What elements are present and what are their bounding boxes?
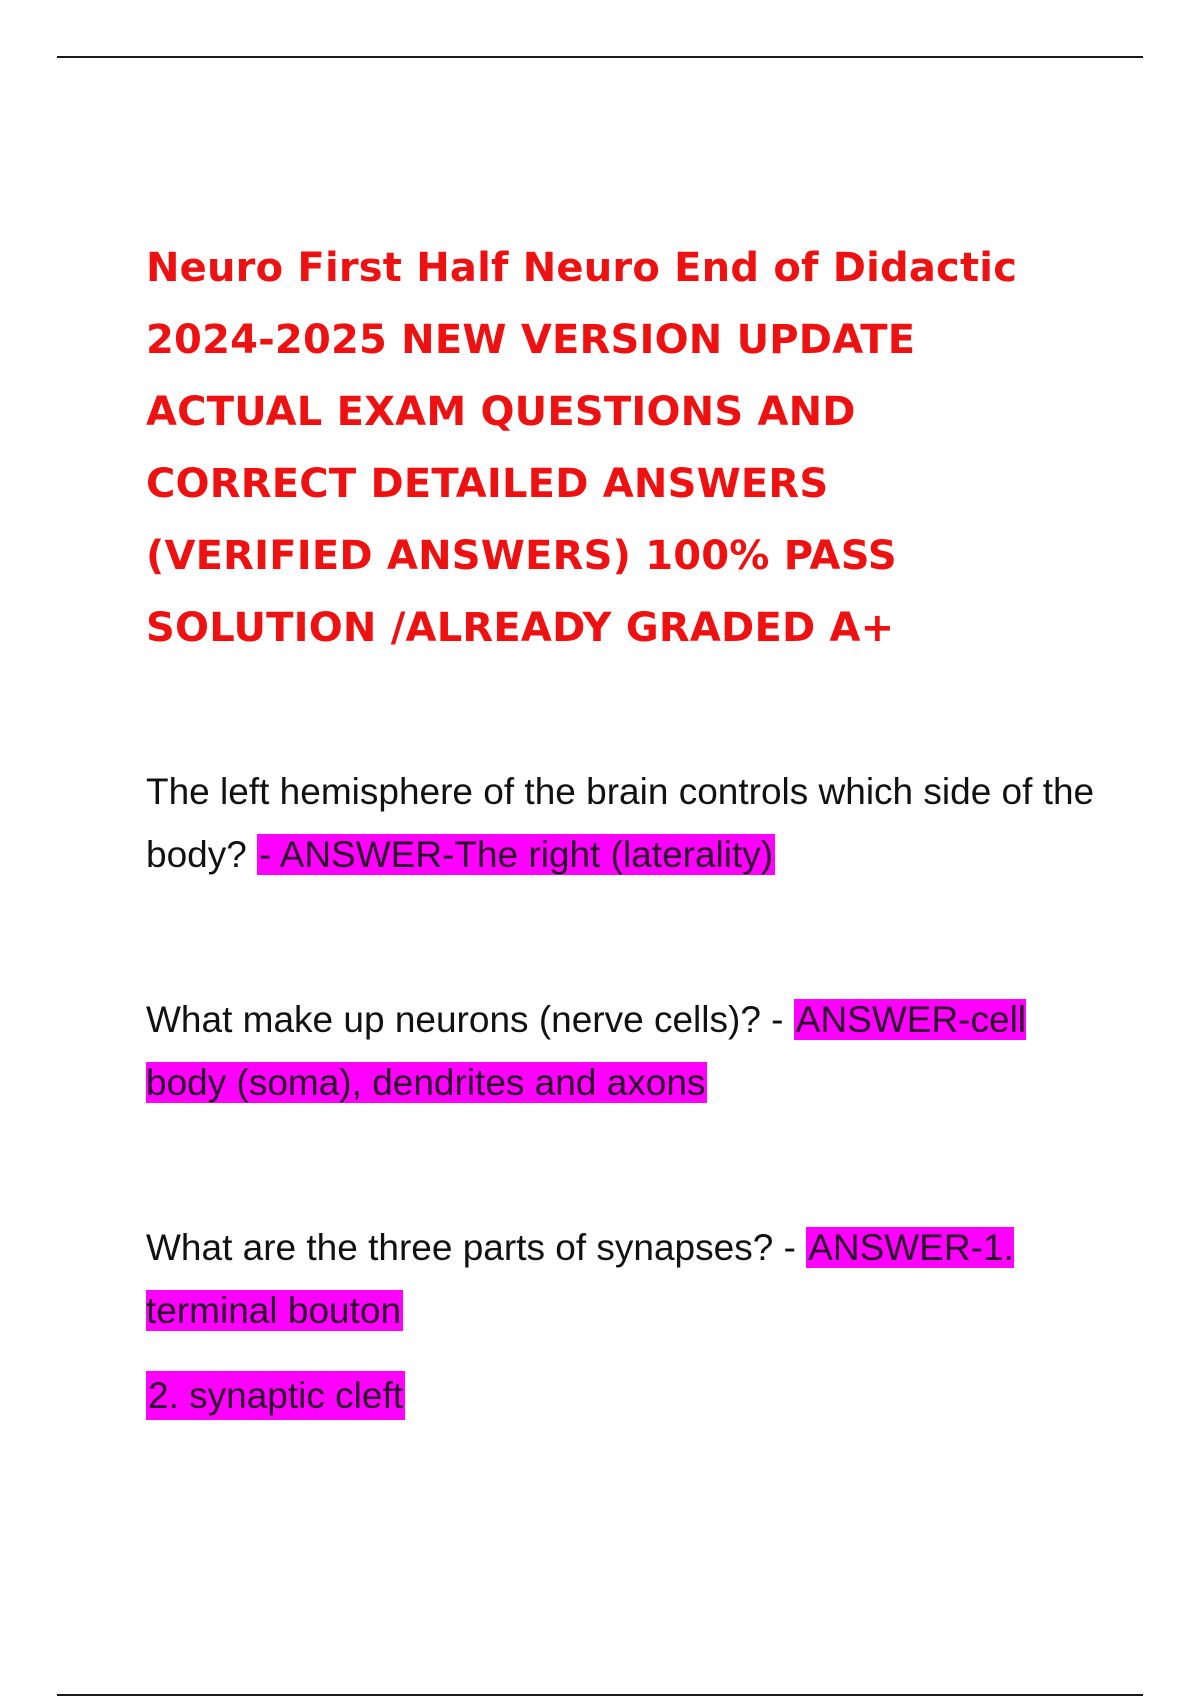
question-text: The left hemisphere of the brain controls which side of the body? <box>146 771 1095 875</box>
qa-item <box>146 988 1096 1114</box>
answer-highlight: - ANSWER-The right (laterality) <box>259 834 774 875</box>
title-line-5: (VERIFIED ANSWERS) 100% PASS <box>146 533 897 579</box>
title-line-2: 2024-2025 NEW VERSION UPDATE <box>146 317 916 363</box>
qa-item <box>146 1216 1096 1427</box>
title-line-3: ACTUAL EXAM QUESTIONS AND <box>146 389 856 435</box>
bottom-rule <box>57 1694 1143 1696</box>
qa-item <box>146 760 1096 886</box>
title-line-4: CORRECT DETAILED ANSWERS <box>146 461 829 507</box>
title-line-6: SOLUTION /ALREADY GRADED A+ <box>146 605 895 651</box>
question-text: What are the three parts of synapses? - <box>146 1227 796 1268</box>
answer-highlight: 2. synaptic cleft <box>146 1371 405 1420</box>
answer-highlight: ANSWER-cell body (soma), dendrites and axons <box>146 999 1027 1103</box>
document-title <box>146 232 1106 664</box>
top-rule <box>57 56 1143 58</box>
answer-continuation <box>146 1364 1096 1427</box>
question-text: What make up neurons (nerve cells)? - <box>146 999 784 1040</box>
title-line-1: Neuro First Half Neuro End of Didactic <box>146 245 1018 291</box>
answer-highlight: ANSWER-1. terminal bouton <box>146 1227 1014 1331</box>
